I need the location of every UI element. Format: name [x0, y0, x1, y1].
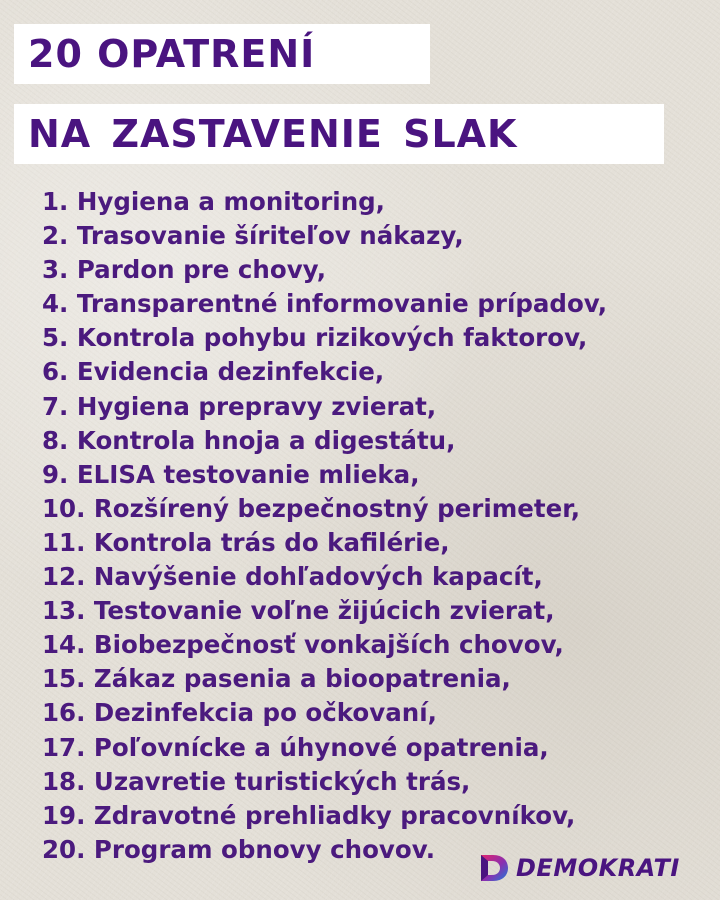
measure-item: 19. Zdravotné prehliadky pracovníkov, [42, 800, 576, 830]
measure-item: 14. Biobezpečnosť vonkajších chovov, [42, 630, 564, 660]
measure-item: 6. Evidencia dezinfekcie, [42, 357, 385, 387]
measure-item: 20. Program obnovy chovov. [42, 834, 436, 864]
title-line-1: 20 OPATRENÍ [14, 24, 430, 84]
brand-logo [478, 850, 680, 886]
measure-item: 5. Kontrola pohybu rizikových faktorov, [42, 323, 588, 353]
measure-item: 2. Trasovanie šíriteľov nákazy, [42, 221, 464, 251]
brand-name: DEMOKRATI [516, 854, 680, 882]
measure-item: 11. Kontrola trás do kafilérie, [42, 527, 450, 557]
title-line-2: NA ZASTAVENIE SLAK [14, 104, 664, 164]
measure-item: 15. Zákaz pasenia a bioopatrenia, [42, 664, 511, 694]
measure-item: 9. ELISA testovanie mlieka, [42, 459, 420, 489]
measure-item: 4. Transparentné informovanie prípadov, [42, 289, 608, 319]
measure-item: 7. Hygiena prepravy zvierat, [42, 391, 437, 421]
measure-item: 10. Rozšírený bezpečnostný perimeter, [42, 493, 581, 523]
measure-item: 12. Navýšenie dohľadových kapacít, [42, 562, 543, 592]
measure-item: 1. Hygiena a monitoring, [42, 187, 385, 216]
measures-list [42, 185, 607, 867]
measure-item: 3. Pardon pre chovy, [42, 255, 327, 285]
demokrati-logo-icon [478, 853, 510, 883]
measure-item: 18. Uzavretie turistických trás, [42, 766, 471, 796]
measure-item: 17. Poľovnícke a úhynové opatrenia, [42, 732, 549, 762]
measure-item: 13. Testovanie voľne žijúcich zvierat, [42, 596, 555, 626]
measure-item: 8. Kontrola hnoja a digestátu, [42, 425, 456, 455]
measure-item: 16. Dezinfekcia po očkovaní, [42, 698, 437, 728]
